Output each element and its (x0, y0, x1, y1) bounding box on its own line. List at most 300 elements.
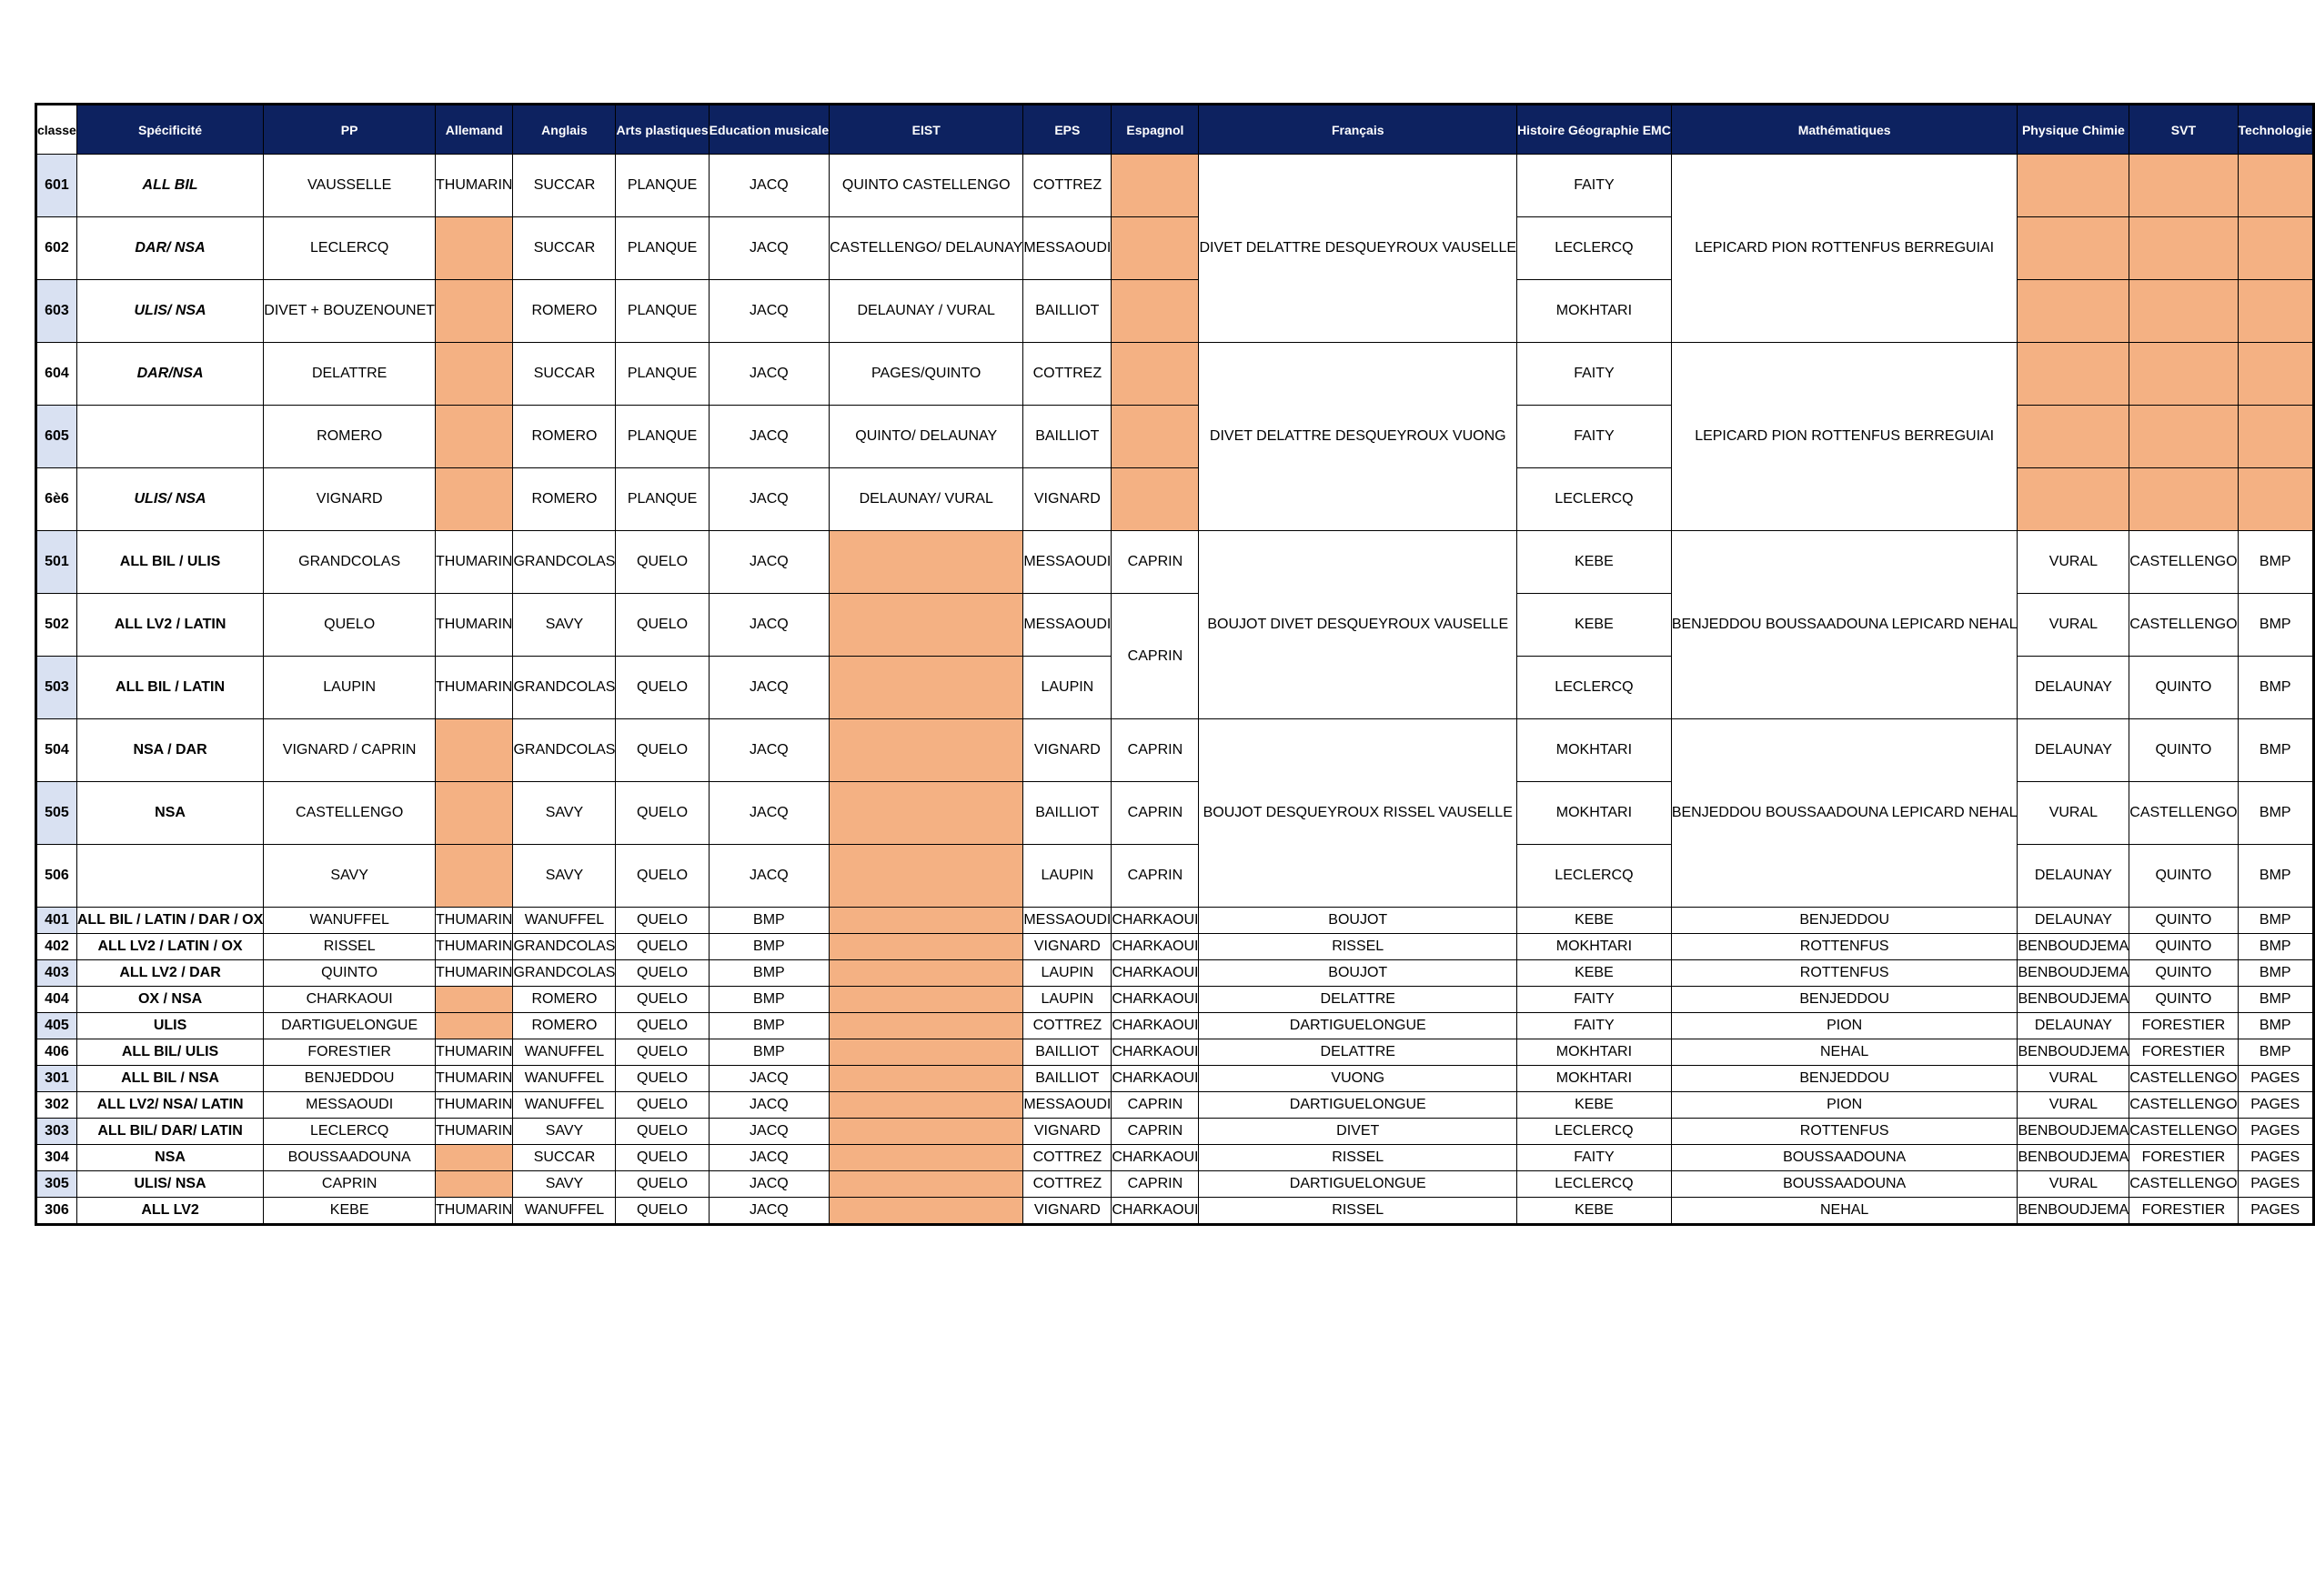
hg-cell: KEBE (1517, 908, 1672, 934)
eps-cell: COTTREZ (1023, 1171, 1112, 1198)
specificite-cell: NSA (76, 1145, 263, 1171)
pp-cell: DARTIGUELONGUE (264, 1013, 436, 1039)
table-row (36, 1066, 2314, 1092)
specificite-cell: ALL BIL / LATIN / DAR / OX (76, 908, 263, 934)
anglais-cell: WANUFFEL (513, 1066, 616, 1092)
pp-cell: WANUFFEL (264, 908, 436, 934)
espagnol-empty (1112, 343, 1199, 406)
pp-cell: FORESTIER (264, 1039, 436, 1066)
espagnol-empty (1112, 217, 1199, 280)
francais-cell: DARTIGUELONGUE (1199, 1092, 1517, 1119)
hg-cell: KEBE (1517, 1198, 1672, 1225)
header-classe: classe (36, 105, 77, 155)
specificite-cell: ALL LV2 (76, 1198, 263, 1225)
class-cell: 301 (36, 1066, 77, 1092)
anglais-cell: SAVY (513, 594, 616, 657)
musique-cell: JACQ (709, 594, 829, 657)
allemand-cell: THUMARIN (436, 1039, 513, 1066)
eps-cell: VIGNARD (1023, 468, 1112, 531)
arts-cell: QUELO (616, 960, 709, 987)
hg-cell: KEBE (1517, 960, 1672, 987)
eps-cell: MESSAOUDI (1023, 908, 1112, 934)
anglais-cell: GRANDCOLAS (513, 960, 616, 987)
physique-cell: DELAUNAY (2018, 845, 2129, 908)
hg-cell: LECLERCQ (1517, 845, 1672, 908)
anglais-cell: GRANDCOLAS (513, 657, 616, 719)
class-cell: 503 (36, 657, 77, 719)
musique-cell: JACQ (709, 531, 829, 594)
eist-cell: QUINTO/ DELAUNAY (830, 406, 1023, 468)
maths-cell: BENJEDDOU (1671, 1066, 2018, 1092)
table-row (36, 1171, 2314, 1198)
hg-cell: FAITY (1517, 406, 1672, 468)
class-cell: 302 (36, 1092, 77, 1119)
musique-cell: BMP (709, 1039, 829, 1066)
arts-cell: QUELO (616, 719, 709, 782)
table-row (36, 987, 2314, 1013)
hg-cell: LECLERCQ (1517, 1171, 1672, 1198)
pp-cell: DIVET + BOUZENOUNET (264, 280, 436, 343)
specificite-cell: ALL LV2 / DAR (76, 960, 263, 987)
header-row (36, 105, 2314, 155)
musique-cell: BMP (709, 1013, 829, 1039)
hg-cell: FAITY (1517, 155, 1672, 217)
maths-cell: BOUSSAADOUNA (1671, 1171, 2018, 1198)
eist-empty (830, 594, 1023, 657)
francais-cell: DARTIGUELONGUE (1199, 1013, 1517, 1039)
arts-cell: PLANQUE (616, 406, 709, 468)
allemand-cell: THUMARIN (436, 1119, 513, 1145)
eps-cell: COTTREZ (1023, 1145, 1112, 1171)
class-cell: 604 (36, 343, 77, 406)
class-cell: 501 (36, 531, 77, 594)
header-svt: SVT (2129, 105, 2238, 155)
svt-cell: FORESTIER (2129, 1198, 2238, 1225)
physique-cell: BENBOUDJEMA (2018, 1039, 2129, 1066)
allemand-cell-empty (436, 406, 513, 468)
physique-empty (2018, 155, 2129, 217)
maths-cell: PION (1671, 1092, 2018, 1119)
svt-cell: CASTELLENGO (2129, 594, 2238, 657)
class-cell: 505 (36, 782, 77, 845)
technologie-cell: BMP (2238, 1013, 2313, 1039)
maths-cell: NEHAL (1671, 1039, 2018, 1066)
musique-cell: BMP (709, 960, 829, 987)
class-cell: 601 (36, 155, 77, 217)
eist-empty (830, 782, 1023, 845)
eps-cell: COTTREZ (1023, 155, 1112, 217)
pp-cell: BENJEDDOU (264, 1066, 436, 1092)
table-row (36, 719, 2314, 782)
francais-merged-cell: DIVET DELATTRE DESQUEYROUX VUONG (1199, 343, 1517, 531)
espagnol-cell: CHARKAOUI (1112, 1039, 1199, 1066)
svt-cell: QUINTO (2129, 934, 2238, 960)
specificite-cell: ALL BIL/ ULIS (76, 1039, 263, 1066)
class-cell: 406 (36, 1039, 77, 1066)
maths-cell: BENJEDDOU (1671, 987, 2018, 1013)
class-cell: 305 (36, 1171, 77, 1198)
pp-cell: RISSEL (264, 934, 436, 960)
table-row (36, 1198, 2314, 1225)
svt-cell: QUINTO (2129, 960, 2238, 987)
arts-cell: QUELO (616, 1119, 709, 1145)
specificite-cell: ULIS/ NSA (76, 280, 263, 343)
pp-cell: VAUSSELLE (264, 155, 436, 217)
pp-cell: LECLERCQ (264, 1119, 436, 1145)
class-teacher-table (35, 103, 2315, 1226)
hg-cell: LECLERCQ (1517, 217, 1672, 280)
musique-cell: JACQ (709, 468, 829, 531)
pp-cell: CASTELLENGO (264, 782, 436, 845)
svt-empty (2129, 468, 2238, 531)
eist-cell: PAGES/QUINTO (830, 343, 1023, 406)
anglais-cell: ROMERO (513, 468, 616, 531)
eist-cell: DELAUNAY/ VURAL (830, 468, 1023, 531)
physique-empty (2018, 406, 2129, 468)
espagnol-empty (1112, 280, 1199, 343)
espagnol-cell: CHARKAOUI (1112, 1066, 1199, 1092)
table-row (36, 908, 2314, 934)
anglais-cell: WANUFFEL (513, 1198, 616, 1225)
maths-cell: BENJEDDOU (1671, 908, 2018, 934)
francais-cell: RISSEL (1199, 1198, 1517, 1225)
eps-cell: VIGNARD (1023, 1119, 1112, 1145)
maths-cell: ROTTENFUS (1671, 934, 2018, 960)
musique-cell: JACQ (709, 343, 829, 406)
eps-cell: LAUPIN (1023, 657, 1112, 719)
specificite-cell (76, 406, 263, 468)
arts-cell: QUELO (616, 657, 709, 719)
technologie-cell: BMP (2238, 908, 2313, 934)
physique-empty (2018, 468, 2129, 531)
allemand-cell-empty (436, 845, 513, 908)
eps-cell: VIGNARD (1023, 719, 1112, 782)
specificite-cell: ALL LV2 / LATIN / OX (76, 934, 263, 960)
technologie-cell: BMP (2238, 719, 2313, 782)
header-mathematiques: Mathématiques (1671, 105, 2018, 155)
anglais-cell: ROMERO (513, 280, 616, 343)
allemand-cell-empty (436, 719, 513, 782)
physique-empty (2018, 343, 2129, 406)
specificite-cell: ALL BIL/ DAR/ LATIN (76, 1119, 263, 1145)
hg-cell: FAITY (1517, 987, 1672, 1013)
allemand-cell-empty (436, 1013, 513, 1039)
musique-cell: JACQ (709, 782, 829, 845)
francais-cell: DELATTRE (1199, 1039, 1517, 1066)
arts-cell: QUELO (616, 594, 709, 657)
physique-cell: DELAUNAY (2018, 719, 2129, 782)
physique-cell: VURAL (2018, 1171, 2129, 1198)
svt-cell: QUINTO (2129, 657, 2238, 719)
espagnol-empty (1112, 468, 1199, 531)
musique-cell: JACQ (709, 1145, 829, 1171)
anglais-cell: SUCCAR (513, 1145, 616, 1171)
francais-merged-cell: BOUJOT DESQUEYROUX RISSEL VAUSELLE (1199, 719, 1517, 908)
eist-empty (830, 657, 1023, 719)
arts-cell: QUELO (616, 1145, 709, 1171)
espagnol-cell: CAPRIN (1112, 1119, 1199, 1145)
header-specificite: Spécificité (76, 105, 263, 155)
musique-cell: BMP (709, 908, 829, 934)
specificite-cell: ALL BIL / ULIS (76, 531, 263, 594)
specificite-cell: ALL BIL (76, 155, 263, 217)
technologie-cell: BMP (2238, 594, 2313, 657)
class-cell: 6è6 (36, 468, 77, 531)
espagnol-cell: CAPRIN (1112, 531, 1199, 594)
anglais-cell: GRANDCOLAS (513, 531, 616, 594)
espagnol-cell: CHARKAOUI (1112, 934, 1199, 960)
technologie-cell: BMP (2238, 1039, 2313, 1066)
musique-cell: JACQ (709, 845, 829, 908)
maths-cell: ROTTENFUS (1671, 1119, 2018, 1145)
class-cell: 506 (36, 845, 77, 908)
allemand-cell: THUMARIN (436, 1066, 513, 1092)
eist-empty (830, 531, 1023, 594)
technologie-cell: PAGES (2238, 1198, 2313, 1225)
eps-cell: MESSAOUDI (1023, 217, 1112, 280)
musique-cell: JACQ (709, 217, 829, 280)
allemand-cell-empty (436, 217, 513, 280)
eist-empty (830, 1119, 1023, 1145)
class-cell: 403 (36, 960, 77, 987)
arts-cell: PLANQUE (616, 280, 709, 343)
arts-cell: PLANQUE (616, 217, 709, 280)
pp-cell: KEBE (264, 1198, 436, 1225)
table-row (36, 1039, 2314, 1066)
espagnol-cell: CAPRIN (1112, 1092, 1199, 1119)
espagnol-merged-cell: CAPRIN (1112, 594, 1199, 719)
svt-cell: CASTELLENGO (2129, 1092, 2238, 1119)
eist-empty (830, 719, 1023, 782)
specificite-cell: ALL BIL / LATIN (76, 657, 263, 719)
specificite-cell: ALL BIL / NSA (76, 1066, 263, 1092)
hg-cell: MOKHTARI (1517, 280, 1672, 343)
eps-cell: COTTREZ (1023, 343, 1112, 406)
pp-cell: LAUPIN (264, 657, 436, 719)
eps-cell: BAILLIOT (1023, 782, 1112, 845)
specificite-cell: NSA / DAR (76, 719, 263, 782)
table-row (36, 934, 2314, 960)
hg-cell: LECLERCQ (1517, 1119, 1672, 1145)
class-cell: 504 (36, 719, 77, 782)
hg-cell: MOKHTARI (1517, 782, 1672, 845)
arts-cell: QUELO (616, 845, 709, 908)
svt-empty (2129, 155, 2238, 217)
table-row (36, 343, 2314, 406)
svt-empty (2129, 280, 2238, 343)
svt-empty (2129, 217, 2238, 280)
hg-cell: LECLERCQ (1517, 657, 1672, 719)
eps-cell: VIGNARD (1023, 934, 1112, 960)
specificite-cell (76, 845, 263, 908)
header-technologie: Technologie (2238, 105, 2313, 155)
allemand-cell-empty (436, 1171, 513, 1198)
specificite-cell: ALL LV2 / LATIN (76, 594, 263, 657)
eps-cell: MESSAOUDI (1023, 594, 1112, 657)
anglais-cell: SAVY (513, 782, 616, 845)
maths-merged-cell: LEPICARD PION ROTTENFUS BERREGUIAI (1671, 155, 2018, 343)
table-row (36, 1119, 2314, 1145)
anglais-cell: SUCCAR (513, 343, 616, 406)
class-cell: 602 (36, 217, 77, 280)
technologie-empty (2238, 280, 2313, 343)
francais-merged-cell: DIVET DELATTRE DESQUEYROUX VAUSELLE (1199, 155, 1517, 343)
technologie-empty (2238, 468, 2313, 531)
eist-empty (830, 960, 1023, 987)
eps-cell: BAILLIOT (1023, 406, 1112, 468)
espagnol-cell: CHARKAOUI (1112, 1013, 1199, 1039)
eist-empty (830, 1013, 1023, 1039)
espagnol-cell: CHARKAOUI (1112, 1145, 1199, 1171)
svt-cell: QUINTO (2129, 845, 2238, 908)
eist-empty (830, 1145, 1023, 1171)
allemand-cell: THUMARIN (436, 960, 513, 987)
hg-cell: MOKHTARI (1517, 1039, 1672, 1066)
physique-cell: VURAL (2018, 1066, 2129, 1092)
svt-cell: FORESTIER (2129, 1013, 2238, 1039)
eist-empty (830, 987, 1023, 1013)
espagnol-cell: CHARKAOUI (1112, 1198, 1199, 1225)
anglais-cell: ROMERO (513, 1013, 616, 1039)
musique-cell: JACQ (709, 280, 829, 343)
allemand-cell-empty (436, 782, 513, 845)
class-cell: 405 (36, 1013, 77, 1039)
arts-cell: QUELO (616, 908, 709, 934)
pp-cell: MESSAOUDI (264, 1092, 436, 1119)
physique-cell: BENBOUDJEMA (2018, 1198, 2129, 1225)
musique-cell: JACQ (709, 406, 829, 468)
class-cell: 304 (36, 1145, 77, 1171)
header-eist: EIST (830, 105, 1023, 155)
svt-empty (2129, 343, 2238, 406)
table-row (36, 531, 2314, 594)
arts-cell: QUELO (616, 1092, 709, 1119)
anglais-cell: ROMERO (513, 406, 616, 468)
eps-cell: LAUPIN (1023, 845, 1112, 908)
pp-cell: ROMERO (264, 406, 436, 468)
physique-cell: VURAL (2018, 782, 2129, 845)
table-row (36, 960, 2314, 987)
arts-cell: PLANQUE (616, 155, 709, 217)
espagnol-empty (1112, 406, 1199, 468)
musique-cell: JACQ (709, 1198, 829, 1225)
arts-cell: QUELO (616, 531, 709, 594)
arts-cell: QUELO (616, 987, 709, 1013)
allemand-cell: THUMARIN (436, 594, 513, 657)
specificite-cell: DAR/ NSA (76, 217, 263, 280)
eist-empty (830, 1039, 1023, 1066)
technologie-cell: BMP (2238, 782, 2313, 845)
technologie-cell: PAGES (2238, 1066, 2313, 1092)
physique-cell: BENBOUDJEMA (2018, 1119, 2129, 1145)
eps-cell: BAILLIOT (1023, 1066, 1112, 1092)
hg-cell: FAITY (1517, 1145, 1672, 1171)
physique-empty (2018, 217, 2129, 280)
maths-cell: NEHAL (1671, 1198, 2018, 1225)
allemand-cell: THUMARIN (436, 1198, 513, 1225)
pp-cell: QUINTO (264, 960, 436, 987)
technologie-cell: BMP (2238, 531, 2313, 594)
maths-merged-cell: LEPICARD PION ROTTENFUS BERREGUIAI (1671, 343, 2018, 531)
technologie-cell: BMP (2238, 987, 2313, 1013)
eps-cell: MESSAOUDI (1023, 1092, 1112, 1119)
technologie-empty (2238, 406, 2313, 468)
hg-cell: LECLERCQ (1517, 468, 1672, 531)
musique-cell: JACQ (709, 155, 829, 217)
arts-cell: QUELO (616, 782, 709, 845)
technologie-cell: BMP (2238, 845, 2313, 908)
maths-cell: ROTTENFUS (1671, 960, 2018, 987)
hg-cell: KEBE (1517, 594, 1672, 657)
espagnol-cell: CHARKAOUI (1112, 908, 1199, 934)
maths-cell: PION (1671, 1013, 2018, 1039)
svt-cell: CASTELLENGO (2129, 1171, 2238, 1198)
physique-cell: BENBOUDJEMA (2018, 987, 2129, 1013)
arts-cell: QUELO (616, 1039, 709, 1066)
musique-cell: JACQ (709, 657, 829, 719)
header-physique-chimie: Physique Chimie (2018, 105, 2129, 155)
allemand-cell-empty (436, 343, 513, 406)
espagnol-cell: CAPRIN (1112, 719, 1199, 782)
musique-cell: BMP (709, 987, 829, 1013)
anglais-cell: GRANDCOLAS (513, 719, 616, 782)
anglais-cell: WANUFFEL (513, 1039, 616, 1066)
specificite-cell: ALL LV2/ NSA/ LATIN (76, 1092, 263, 1119)
eps-cell: BAILLIOT (1023, 1039, 1112, 1066)
technologie-cell: PAGES (2238, 1092, 2313, 1119)
eist-empty (830, 1092, 1023, 1119)
specificite-cell: ULIS/ NSA (76, 468, 263, 531)
musique-cell: BMP (709, 934, 829, 960)
anglais-cell: SAVY (513, 845, 616, 908)
francais-cell: DELATTRE (1199, 987, 1517, 1013)
eist-cell: DELAUNAY / VURAL (830, 280, 1023, 343)
arts-cell: QUELO (616, 934, 709, 960)
physique-cell: VURAL (2018, 531, 2129, 594)
arts-cell: QUELO (616, 1066, 709, 1092)
eist-cell: CASTELLENGO/ DELAUNAY (830, 217, 1023, 280)
header-education-musicale: Education musicale (709, 105, 829, 155)
physique-cell: VURAL (2018, 594, 2129, 657)
technologie-cell: BMP (2238, 934, 2313, 960)
pp-cell: CHARKAOUI (264, 987, 436, 1013)
francais-cell: RISSEL (1199, 934, 1517, 960)
header-pp: PP (264, 105, 436, 155)
pp-cell: VIGNARD (264, 468, 436, 531)
allemand-cell: THUMARIN (436, 908, 513, 934)
francais-cell: RISSEL (1199, 1145, 1517, 1171)
arts-cell: QUELO (616, 1198, 709, 1225)
class-cell: 605 (36, 406, 77, 468)
header-anglais: Anglais (513, 105, 616, 155)
technologie-cell: BMP (2238, 657, 2313, 719)
allemand-cell-empty (436, 987, 513, 1013)
allemand-cell: THUMARIN (436, 934, 513, 960)
header-allemand: Allemand (436, 105, 513, 155)
class-cell: 404 (36, 987, 77, 1013)
maths-merged-cell: BENJEDDOU BOUSSAADOUNA LEPICARD NEHAL (1671, 719, 2018, 908)
hg-cell: KEBE (1517, 1092, 1672, 1119)
pp-cell: SAVY (264, 845, 436, 908)
arts-cell: PLANQUE (616, 468, 709, 531)
espagnol-cell: CAPRIN (1112, 1171, 1199, 1198)
allemand-cell-empty (436, 280, 513, 343)
class-cell: 402 (36, 934, 77, 960)
table-row (36, 155, 2314, 217)
pp-cell: LECLERCQ (264, 217, 436, 280)
anglais-cell: SAVY (513, 1119, 616, 1145)
musique-cell: JACQ (709, 719, 829, 782)
